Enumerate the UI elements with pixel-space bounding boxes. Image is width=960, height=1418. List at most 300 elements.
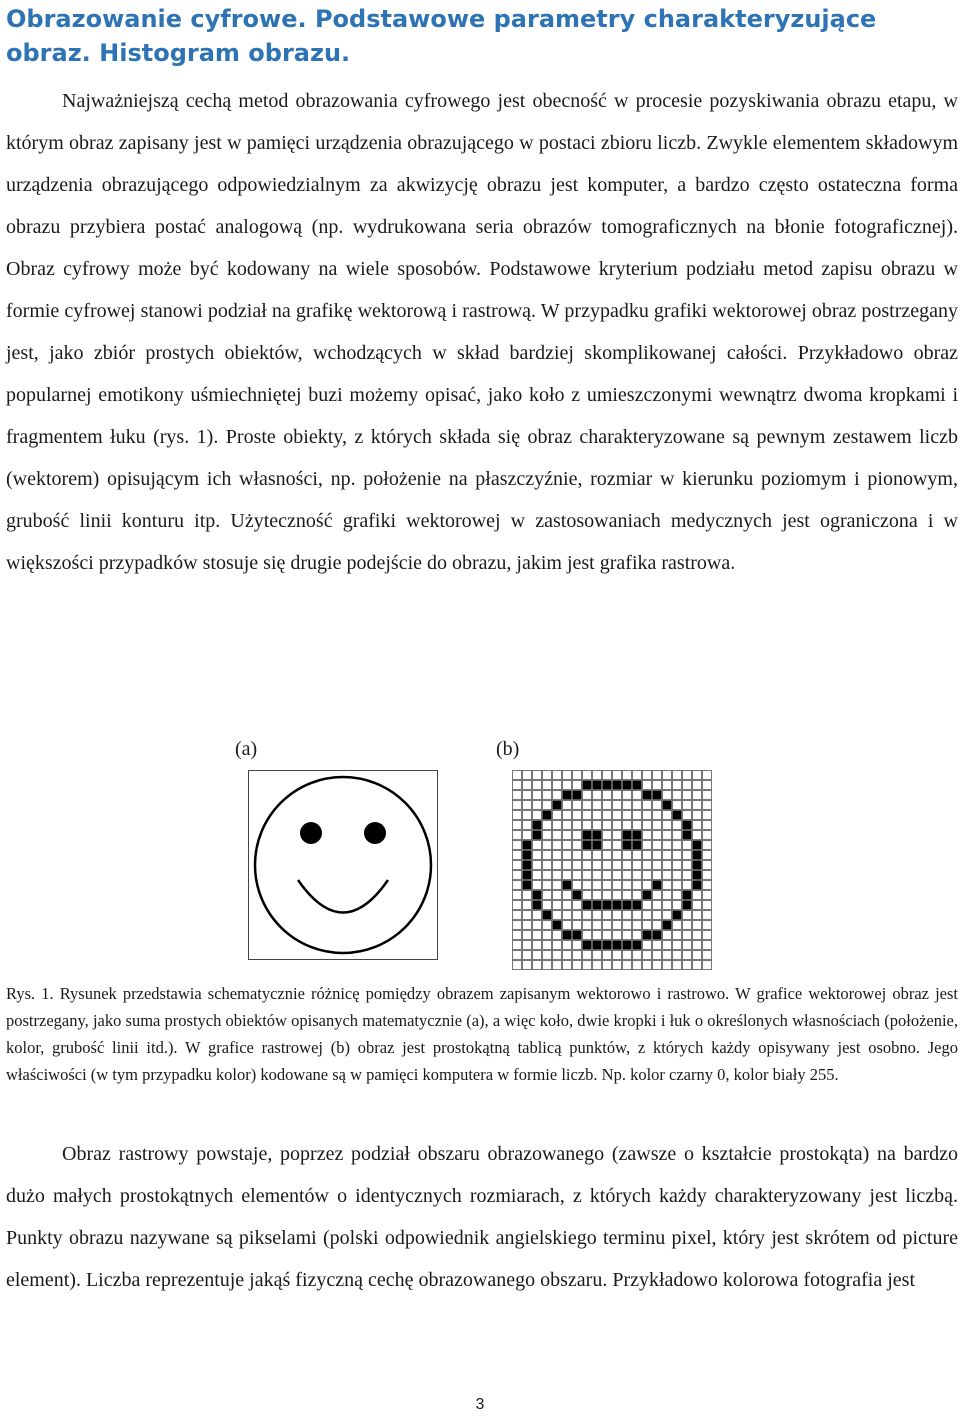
raster-pixel [613, 881, 622, 890]
raster-pixel [693, 941, 702, 950]
raster-pixel [513, 791, 522, 800]
raster-pixel [573, 941, 582, 950]
raster-pixel [633, 931, 642, 940]
raster-pixel [613, 921, 622, 930]
raster-pixel [643, 961, 652, 970]
raster-pixel [523, 911, 532, 920]
raster-pixel [553, 931, 562, 940]
raster-pixel [683, 831, 692, 840]
raster-pixel [663, 781, 672, 790]
raster-pixel [513, 781, 522, 790]
raster-pixel [513, 891, 522, 900]
raster-pixel [513, 771, 522, 780]
raster-pixel [673, 931, 682, 940]
raster-pixel [703, 801, 712, 810]
raster-pixel [563, 831, 572, 840]
raster-pixel [643, 791, 652, 800]
raster-pixel [563, 801, 572, 810]
raster-pixel [533, 901, 542, 910]
raster-pixel [613, 961, 622, 970]
raster-pixel [693, 791, 702, 800]
raster-pixel [663, 951, 672, 960]
raster-pixel [683, 911, 692, 920]
raster-pixel [703, 851, 712, 860]
raster-pixel [673, 951, 682, 960]
raster-pixel [623, 771, 632, 780]
raster-pixel [603, 821, 612, 830]
raster-pixel [663, 941, 672, 950]
raster-pixel [623, 951, 632, 960]
raster-pixel [633, 861, 642, 870]
raster-pixel [603, 911, 612, 920]
raster-pixel [633, 881, 642, 890]
raster-pixel [583, 841, 592, 850]
raster-pixel [583, 871, 592, 880]
raster-pixel [623, 791, 632, 800]
raster-pixel [553, 901, 562, 910]
raster-pixel [513, 861, 522, 870]
raster-pixel [553, 831, 562, 840]
raster-pixel [543, 801, 552, 810]
raster-pixel [593, 911, 602, 920]
raster-pixel [643, 941, 652, 950]
raster-pixel [533, 831, 542, 840]
raster-pixel [653, 921, 662, 930]
raster-pixel [583, 941, 592, 950]
raster-pixel [613, 801, 622, 810]
raster-pixel [543, 861, 552, 870]
raster-pixel [553, 791, 562, 800]
raster-pixel [663, 821, 672, 830]
raster-pixel [583, 851, 592, 860]
raster-pixel [543, 931, 552, 940]
raster-pixel [653, 841, 662, 850]
raster-pixel [523, 771, 532, 780]
raster-pixel [673, 881, 682, 890]
raster-pixel [593, 901, 602, 910]
raster-pixel [593, 791, 602, 800]
raster-pixel [653, 881, 662, 890]
raster-pixel [543, 881, 552, 890]
raster-pixel [623, 861, 632, 870]
raster-pixel [603, 831, 612, 840]
raster-pixel [673, 901, 682, 910]
raster-pixel [653, 961, 662, 970]
raster-pixel [593, 881, 602, 890]
raster-pixel [703, 881, 712, 890]
raster-pixel [533, 771, 542, 780]
raster-pixel [583, 821, 592, 830]
raster-pixel [613, 941, 622, 950]
raster-pixel [653, 801, 662, 810]
raster-pixel [693, 891, 702, 900]
raster-pixel [653, 951, 662, 960]
raster-pixel [513, 871, 522, 880]
raster-pixel [593, 891, 602, 900]
raster-pixel [543, 871, 552, 880]
raster-pixel [613, 951, 622, 960]
raster-pixel [583, 921, 592, 930]
raster-pixel [593, 871, 602, 880]
raster-pixel [563, 881, 572, 890]
raster-pixel [613, 831, 622, 840]
raster-pixel [593, 851, 602, 860]
raster-pixel [563, 901, 572, 910]
raster-pixel [663, 771, 672, 780]
raster-pixel [623, 901, 632, 910]
raster-pixel [533, 801, 542, 810]
raster-pixel [573, 951, 582, 960]
raster-pixel [643, 951, 652, 960]
raster-pixel [633, 961, 642, 970]
raster-pixel [673, 831, 682, 840]
raster-pixel [663, 841, 672, 850]
raster-pixel [573, 811, 582, 820]
raster-pixel [623, 801, 632, 810]
raster-pixel [563, 921, 572, 930]
raster-pixel [583, 881, 592, 890]
raster-pixel [653, 871, 662, 880]
raster-pixel [543, 891, 552, 900]
raster-pixel [683, 771, 692, 780]
raster-pixel [653, 771, 662, 780]
raster-pixel [673, 861, 682, 870]
raster-pixel [673, 871, 682, 880]
raster-pixel [683, 801, 692, 810]
raster-pixel [633, 921, 642, 930]
raster-pixel [703, 791, 712, 800]
raster-pixel [593, 831, 602, 840]
raster-pixel [583, 771, 592, 780]
raster-pixel [643, 911, 652, 920]
raster-pixel [653, 911, 662, 920]
raster-pixel [533, 871, 542, 880]
raster-pixel [583, 931, 592, 940]
raster-pixel [683, 821, 692, 830]
raster-pixel [543, 821, 552, 830]
raster-pixel [563, 961, 572, 970]
raster-pixel [603, 891, 612, 900]
raster-pixel [593, 841, 602, 850]
raster-pixel [643, 891, 652, 900]
raster-pixel [643, 931, 652, 940]
raster-pixel [673, 891, 682, 900]
raster-pixel [663, 901, 672, 910]
raster-pixel [633, 831, 642, 840]
raster-pixel [693, 911, 702, 920]
raster-pixel [573, 871, 582, 880]
raster-pixel [693, 811, 702, 820]
raster-pixel [513, 821, 522, 830]
raster-pixel [543, 921, 552, 930]
raster-pixel [633, 871, 642, 880]
raster-pixel [523, 821, 532, 830]
raster-pixel [543, 911, 552, 920]
raster-pixel [673, 821, 682, 830]
raster-pixel [523, 961, 532, 970]
raster-pixel [563, 811, 572, 820]
raster-pixel [533, 881, 542, 890]
raster-pixel [683, 951, 692, 960]
raster-pixel [703, 911, 712, 920]
raster-pixel [623, 931, 632, 940]
raster-pixel [563, 951, 572, 960]
raster-pixel [613, 771, 622, 780]
raster-pixel [523, 781, 532, 790]
raster-pixel [523, 861, 532, 870]
raster-pixel [703, 771, 712, 780]
raster-pixel [653, 931, 662, 940]
raster-pixel [523, 951, 532, 960]
raster-pixel [633, 821, 642, 830]
raster-pixel [563, 941, 572, 950]
raster-pixel [593, 931, 602, 940]
raster-pixel [623, 811, 632, 820]
raster-pixel [523, 831, 532, 840]
raster-pixel [573, 851, 582, 860]
raster-pixel [643, 831, 652, 840]
raster-pixel [653, 941, 662, 950]
raster-pixel [523, 921, 532, 930]
raster-pixel [603, 941, 612, 950]
raster-pixel [703, 841, 712, 850]
page-title: Obrazowanie cyfrowe. Podstawowe parametry charakteryzujące obraz. Histogram obrazu. [6, 5, 877, 67]
raster-pixel [683, 901, 692, 910]
raster-pixel [583, 911, 592, 920]
raster-pixel [513, 911, 522, 920]
raster-pixel [663, 831, 672, 840]
raster-pixel [623, 831, 632, 840]
raster-pixel [533, 951, 542, 960]
raster-pixel [553, 861, 562, 870]
raster-pixel [523, 841, 532, 850]
raster-pixel [613, 931, 622, 940]
raster-pixel [573, 891, 582, 900]
raster-pixel [703, 901, 712, 910]
raster-pixel [703, 891, 712, 900]
raster-pixel [693, 871, 702, 880]
raster-pixel [633, 771, 642, 780]
raster-pixel [693, 801, 702, 810]
raster-pixel [523, 891, 532, 900]
raster-pixel [643, 841, 652, 850]
raster-pixel [513, 961, 522, 970]
raster-pixel [513, 941, 522, 950]
raster-pixel [593, 811, 602, 820]
raster-pixel [693, 841, 702, 850]
raster-pixel [593, 821, 602, 830]
raster-pixel [533, 811, 542, 820]
raster-pixel [703, 861, 712, 870]
raster-pixel [533, 781, 542, 790]
raster-pixel [703, 821, 712, 830]
raster-pixel [513, 931, 522, 940]
raster-pixel [553, 841, 562, 850]
raster-pixel [523, 801, 532, 810]
raster-pixel [603, 791, 612, 800]
raster-pixel [533, 841, 542, 850]
raster-pixel [643, 771, 652, 780]
raster-pixel [683, 891, 692, 900]
raster-pixel [683, 931, 692, 940]
raster-pixel [663, 811, 672, 820]
raster-pixel [623, 871, 632, 880]
raster-pixel [523, 791, 532, 800]
raster-pixel [693, 881, 702, 890]
raster-pixel [653, 861, 662, 870]
raster-pixel [593, 861, 602, 870]
raster-pixel [633, 891, 642, 900]
raster-pixel [523, 811, 532, 820]
raster-pixel [603, 771, 612, 780]
raster-pixel [623, 891, 632, 900]
raster-pixel [683, 921, 692, 930]
raster-pixel [703, 811, 712, 820]
raster-pixel [633, 851, 642, 860]
raster-pixel [673, 941, 682, 950]
raster-pixel [693, 931, 702, 940]
raster-pixel [623, 961, 632, 970]
raster-pixel [603, 901, 612, 910]
raster-pixel [673, 781, 682, 790]
raster-pixel [573, 801, 582, 810]
raster-pixel [613, 851, 622, 860]
raster-pixel [653, 831, 662, 840]
raster-pixel [663, 931, 672, 940]
raster-pixel [613, 841, 622, 850]
raster-pixel [553, 961, 562, 970]
raster-pixel [583, 831, 592, 840]
raster-pixel [583, 901, 592, 910]
raster-pixel [623, 881, 632, 890]
raster-pixel [683, 841, 692, 850]
raster-pixel [603, 951, 612, 960]
raster-pixel [603, 811, 612, 820]
raster-pixel [673, 961, 682, 970]
raster-pixel [533, 891, 542, 900]
raster-pixel [523, 941, 532, 950]
raster-pixel [543, 791, 552, 800]
raster-pixel [633, 781, 642, 790]
raster-pixel [523, 851, 532, 860]
raster-pixel [593, 801, 602, 810]
raster-pixel [523, 901, 532, 910]
raster-pixel [693, 851, 702, 860]
raster-pixel [593, 961, 602, 970]
raster-pixel [653, 901, 662, 910]
raster-pixel [633, 841, 642, 850]
raster-pixel [563, 911, 572, 920]
raster-pixel [603, 871, 612, 880]
raster-pixel [603, 781, 612, 790]
raster-pixel [683, 851, 692, 860]
raster-pixel [533, 961, 542, 970]
raster-pixel [573, 821, 582, 830]
raster-pixel [563, 791, 572, 800]
raster-pixel [673, 851, 682, 860]
raster-pixel [593, 941, 602, 950]
raster-pixel [603, 961, 612, 970]
raster-pixel [673, 771, 682, 780]
raster-pixel [533, 821, 542, 830]
raster-pixel [513, 951, 522, 960]
raster-pixel [633, 791, 642, 800]
raster-pixel [533, 931, 542, 940]
raster-pixel [653, 811, 662, 820]
raster-pixel [543, 901, 552, 910]
figure-label-a: (a) [235, 738, 258, 760]
raster-pixel [613, 821, 622, 830]
raster-pixel [583, 961, 592, 970]
raster-pixel [543, 771, 552, 780]
raster-pixel [573, 771, 582, 780]
figure-label-b: (b) [496, 738, 520, 760]
raster-pixel [623, 911, 632, 920]
raster-pixel [553, 851, 562, 860]
raster-pixel [563, 781, 572, 790]
raster-pixel [663, 851, 672, 860]
raster-pixel [683, 881, 692, 890]
raster-pixel [643, 801, 652, 810]
raster-pixel [693, 951, 702, 960]
raster-pixel [623, 781, 632, 790]
raster-pixel [523, 881, 532, 890]
raster-pixel [593, 781, 602, 790]
raster-pixel [683, 871, 692, 880]
raster-pixel [563, 931, 572, 940]
raster-pixel [603, 921, 612, 930]
raster-pixel [573, 881, 582, 890]
raster-pixel [673, 811, 682, 820]
raster-pixel [593, 951, 602, 960]
raster-pixel [653, 781, 662, 790]
raster-pixel [553, 881, 562, 890]
raster-pixel [643, 781, 652, 790]
raster-pixel [673, 791, 682, 800]
raster-pixel [603, 801, 612, 810]
raster-pixel [533, 791, 542, 800]
raster-pixel [603, 851, 612, 860]
raster-pixel [613, 781, 622, 790]
raster-pixel [513, 831, 522, 840]
raster-pixel [583, 791, 592, 800]
raster-pixel [643, 821, 652, 830]
raster-pixel [663, 871, 672, 880]
raster-pixel [553, 871, 562, 880]
raster-pixel [653, 891, 662, 900]
raster-pixel [593, 921, 602, 930]
raster-pixel [553, 921, 562, 930]
raster-pixel [693, 921, 702, 930]
raster-pixel [703, 941, 712, 950]
raster-pixel [543, 951, 552, 960]
raster-pixel [553, 771, 562, 780]
raster-pixel [703, 931, 712, 940]
raster-pixel [553, 821, 562, 830]
raster-pixel [663, 921, 672, 930]
raster-pixel [643, 811, 652, 820]
raster-pixel [533, 861, 542, 870]
raster-pixel [703, 831, 712, 840]
raster-pixel [513, 841, 522, 850]
raster-pixel [663, 801, 672, 810]
raster-pixel [513, 901, 522, 910]
raster-pixel [543, 851, 552, 860]
raster-pixel [643, 851, 652, 860]
raster-pixel [563, 821, 572, 830]
raster-pixel [673, 841, 682, 850]
raster-pixel [633, 901, 642, 910]
